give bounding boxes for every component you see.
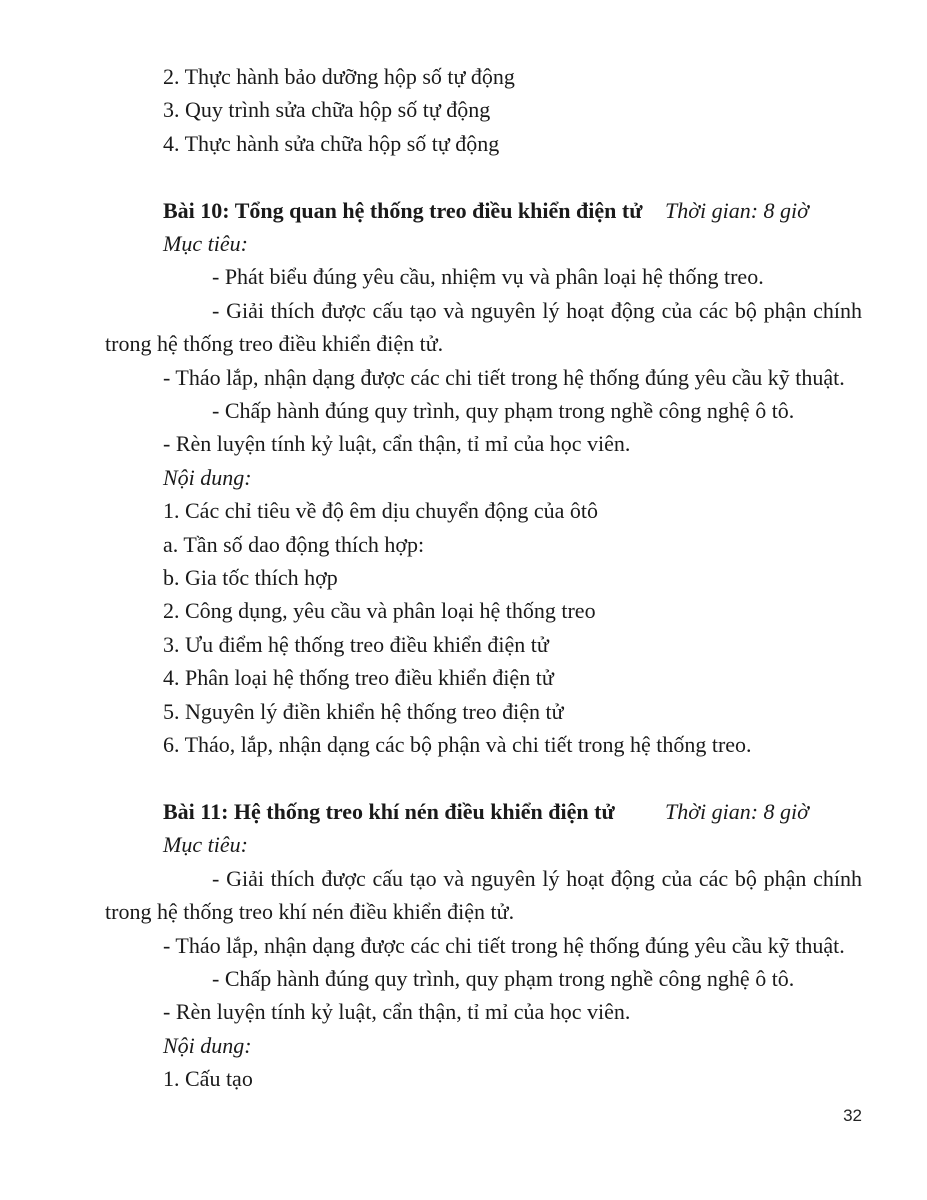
content-item: 1. Các chỉ tiêu về độ êm dịu chuyển động của ôtô xyxy=(163,498,598,524)
content-item: 3. Ưu điểm hệ thống treo điều khiển điện tử xyxy=(163,631,549,657)
section-duration: Thời gian: 8 giờ xyxy=(665,798,809,824)
section-heading-bai-10 xyxy=(105,194,862,227)
content-item: 2. Công dụng, yêu cầu và phân loại hệ thống treo xyxy=(163,598,596,624)
section-title: Bài 11: Hệ thống treo khí nén điều khiển điện tử xyxy=(163,798,615,824)
content-label: Nội dung: xyxy=(163,464,252,490)
content-item: 5. Nguyên lý điền khiển hệ thống treo điện tử xyxy=(163,698,564,724)
objective-item: - Chấp hành đúng quy trình, quy phạm trong nghề công nghệ ô tô. xyxy=(212,965,795,991)
objectives-label: Mục tiêu: xyxy=(163,231,248,257)
objective-item: - Phát biểu đúng yêu cầu, nhiệm vụ và phân loại hệ thống treo. xyxy=(212,264,764,290)
objective-item: - Rèn luyện tính kỷ luật, cẩn thận, tỉ mỉ của học viên. xyxy=(163,431,631,457)
section-duration: Thời gian: 8 giờ xyxy=(665,197,809,223)
content-item: b. Gia tốc thích hợp xyxy=(163,565,338,591)
section-title: Bài 10: Tổng quan hệ thống treo điều khiển điện tử xyxy=(163,197,643,223)
objective-item: - Rèn luyện tính kỷ luật, cẩn thận, tỉ mỉ của học viên. xyxy=(163,999,631,1025)
objective-item: - Giải thích được cấu tạo và nguyên lý hoạt động của các bộ phận chính trong hệ thống treo khí nén điều khiển điện tử. xyxy=(105,865,862,925)
content-item: 1. Cấu tạo xyxy=(163,1066,253,1092)
section-heading-bai-11 xyxy=(105,795,862,828)
objective-item: - Tháo lắp, nhận dạng được các chi tiết trong hệ thống đúng yêu cầu kỹ thuật. xyxy=(163,932,845,958)
document-body xyxy=(105,60,862,1096)
content-item: 6. Tháo, lắp, nhận dạng các bộ phận và chi tiết trong hệ thống treo. xyxy=(163,732,752,758)
page-number: 32 xyxy=(843,1106,862,1125)
objective-item: - Giải thích được cấu tạo và nguyên lý hoạt động của các bộ phận chính trong hệ thống treo điều khiển điện tử. xyxy=(105,297,862,357)
objective-item: - Chấp hành đúng quy trình, quy phạm trong nghề công nghệ ô tô. xyxy=(212,398,795,424)
list-item: 3. Quy trình sửa chữa hộp số tự động xyxy=(163,97,491,123)
objective-item: - Tháo lắp, nhận dạng được các chi tiết trong hệ thống đúng yêu cầu kỹ thuật. xyxy=(163,364,845,390)
list-item: 2. Thực hành bảo dưỡng hộp số tự động xyxy=(163,64,515,89)
list-item: 4. Thực hành sửa chữa hộp số tự động xyxy=(163,130,500,156)
objectives-label: Mục tiêu: xyxy=(163,832,248,858)
content-item: 4. Phân loại hệ thống treo điều khiển điện tử xyxy=(163,665,554,691)
content-item: a. Tần số dao động thích hợp: xyxy=(163,531,425,557)
content-label: Nội dung: xyxy=(163,1032,252,1058)
